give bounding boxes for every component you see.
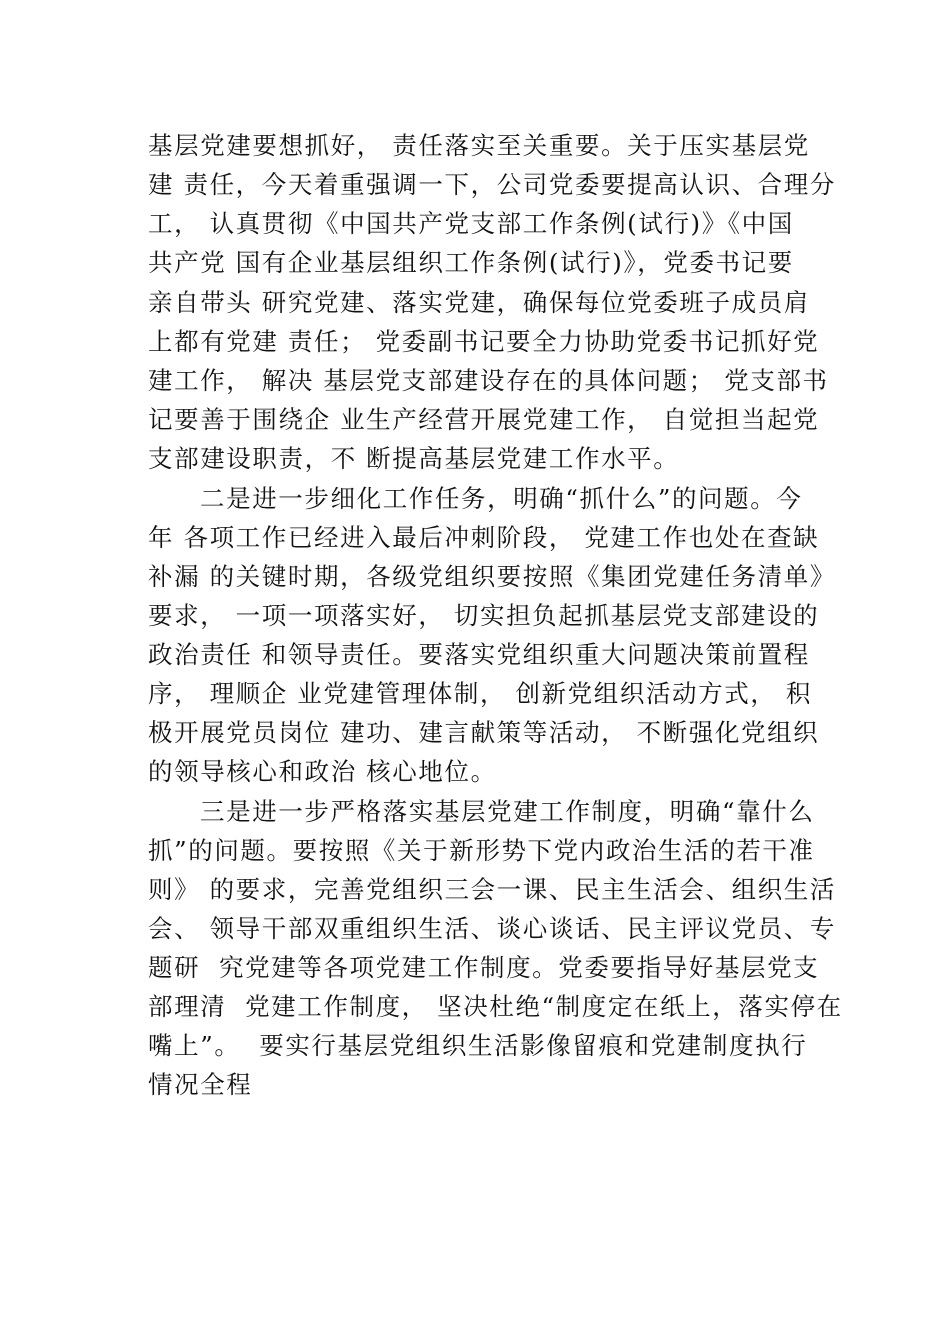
text-line: 二是进一步细化工作任务，明确“抓什么”的问题。今	[200, 484, 803, 513]
text-line: 亲自带头 研究党建、落实党建，确保每位党委班子成员肩	[148, 288, 810, 317]
text-line: 则》 的要求，完善党组织三会一课、民主生活会、组织生活	[148, 875, 836, 904]
text-line: 情况全程	[148, 1070, 253, 1099]
text-line: 三是进一步严格落实基层党建工作制度，明确“靠什么	[200, 797, 815, 826]
text-line: 年 各项工作已经进入最后冲刺阶段， 党建工作也处在查缺	[148, 523, 820, 552]
text-line: 建工作， 解决 基层党支部建设存在的具体问题； 党支部书	[148, 366, 829, 395]
text-line: 建 责任，今天着重强调一下，公司党委要提高认识、合理分	[148, 170, 836, 199]
text-line: 共产党 国有企业基层组织工作条例(试行)》，党委书记要	[148, 248, 794, 277]
text-line: 题研 究党建等各项党建工作制度。党委要指导好基层党支	[148, 953, 820, 982]
text-line: 抓”的问题。要按照《关于新形势下党内政治生活的若干准	[148, 836, 815, 865]
text-line: 要求， 一项一项落实好， 切实担负起抓基层党支部建设的	[148, 601, 820, 630]
text-line: 支部建设职责，不 断提高基层党建工作水平。	[148, 444, 680, 473]
text-line: 补漏 的关键时期，各级党组织要按照《集团党建任务清单》	[148, 562, 836, 591]
text-line: 记要善于围绕企 业生产经营开展党建工作， 自觉担当起党	[148, 405, 820, 434]
text-line: 会、 领导干部双重组织生活、谈心谈话、民主评议党员、专	[148, 914, 836, 943]
text-line: 工， 认真贯彻《中国共产党支部工作条例(试行)》《中国	[148, 209, 794, 238]
text-line: 部理清 党建工作制度， 坚决杜绝“制度定在纸上，落实停在	[148, 992, 843, 1021]
text-line: 序， 理顺企 业党建管理体制， 创新党组织活动方式， 积	[148, 679, 812, 708]
text-line: 极开展党员岗位 建功、建言献策等活动， 不断强化党组织	[148, 718, 820, 747]
text-line: 嘴上”。 要实行基层党组织生活影像留痕和党建制度执行	[148, 1031, 808, 1060]
text-line: 基层党建要想抓好， 责任落实至关重要。关于压实基层党	[148, 131, 810, 160]
text-line: 的领导核心和政治 核心地位。	[148, 757, 497, 786]
text-line: 政治责任 和领导责任。要落实党组织重大问题决策前置程	[148, 640, 810, 669]
text-line: 上都有党建 责任； 党委副书记要全力协助党委书记抓好党	[148, 327, 820, 356]
